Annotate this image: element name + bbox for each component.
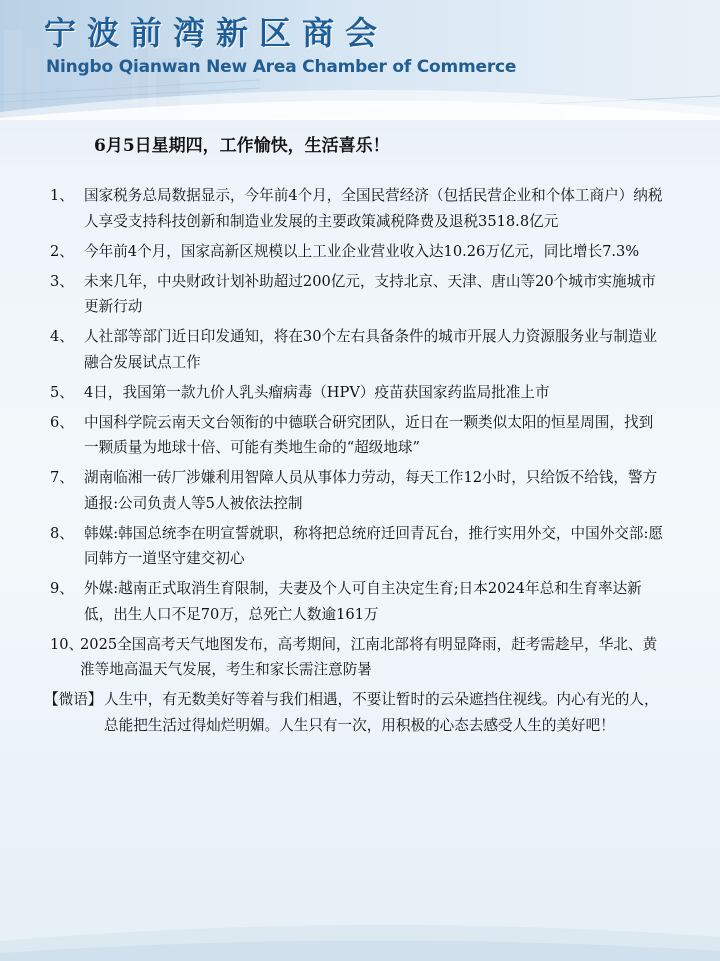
news-item-text: 韩媒:韩国总统李在明宣誓就职，称将把总统府迁回青瓦台，推行实用外交，中国外交部:愿同韩方一道坚守建交初心 [84, 524, 663, 567]
motto-block [44, 687, 670, 738]
news-item-text: 4日，我国第一款九价人乳头瘤病毒（HPV）疫苗获国家药监局批准上市 [84, 383, 550, 401]
news-item-number: 10、 [50, 635, 84, 653]
news-item-text: 人社部等部门近日印发通知，将在30个左右具备条件的城市开展人力资源服务业与制造业融合发展试点工作 [84, 328, 658, 371]
news-item-number: 6、 [50, 413, 74, 431]
motto-text: 人生中，有无数美好等着与我们相遇，不要让暂时的云朵遮挡住视线。内心有光的人，总能把生活过得灿烂明媚。人生只有一次，用积极的心态去感受人生的美好吧！ [104, 691, 659, 734]
footer-wave-graphic [0, 901, 720, 961]
news-item-number: 7、 [50, 469, 74, 486]
news-item-number: 8、 [50, 524, 74, 542]
news-item-text: 外媒:越南正式取消生育限制，夫妻及个人可自主决定生育;日本2024年总和生育率达新低，出生人口不足70万，总死亡人数逾161万 [84, 580, 642, 623]
news-item-text: 未来几年，中央财政计划补助超过200亿元，支持北京、天津、唐山等20个城市实施城市更新行动 [84, 272, 656, 315]
news-item-text: 2025全国高考天气地图发布，高考期间，江南北部将有明显降雨，赶考需趁早，华北、黄淮等地高温天气发展，考生和家长需注意防暑 [80, 635, 658, 678]
news-item [50, 239, 670, 265]
chamber-title-english: Ningbo Qianwan New Area Chamber of Commerce [46, 57, 517, 77]
motto-label: 【微语】 [44, 691, 103, 708]
news-item-text: 中国科学院云南天文台领衔的中德联合研究团队，近日在一颗类似太阳的恒星周围，找到一颗质量为地球十倍、可能有类地生命的“超级地球” [84, 413, 654, 456]
news-item [50, 632, 670, 683]
news-item-number: 9、 [50, 580, 74, 597]
news-list [44, 183, 670, 738]
news-item-number: 4、 [50, 328, 74, 345]
news-item-text: 国家税务总局数据显示，今年前4个月，全国民营经济（包括民营企业和个体工商户）纳税人享受支持科技创新和制造业发展的主要政策减税降费及退税3518.8亿元 [84, 187, 663, 230]
news-item [50, 410, 670, 461]
news-item [50, 465, 670, 516]
news-item [50, 576, 670, 627]
news-item [50, 521, 670, 572]
news-item [50, 183, 670, 234]
news-item-number: 5、 [50, 383, 74, 401]
news-item-number: 2、 [50, 242, 74, 260]
news-item [50, 324, 670, 375]
header-banner [0, 0, 720, 120]
news-item-number: 3、 [50, 272, 74, 290]
news-item-text: 湖南临湘一砖厂涉嫌利用智障人员从事体力劳动，每天工作12小时，只给饭不给钱，警方通报:公司负责人等5人被依法控制 [84, 469, 658, 512]
news-item-text: 今年前4个月，国家高新区规模以上工业企业营业收入达10.26万亿元，同比增长7.3% [84, 242, 640, 260]
news-item [50, 269, 670, 320]
news-item-number: 1、 [50, 187, 74, 204]
news-item [50, 380, 670, 406]
daily-greeting: 6月5日星期四，工作愉快，生活喜乐！ [94, 136, 390, 156]
chamber-title-chinese: 宁波前湾新区商会 [44, 14, 389, 52]
